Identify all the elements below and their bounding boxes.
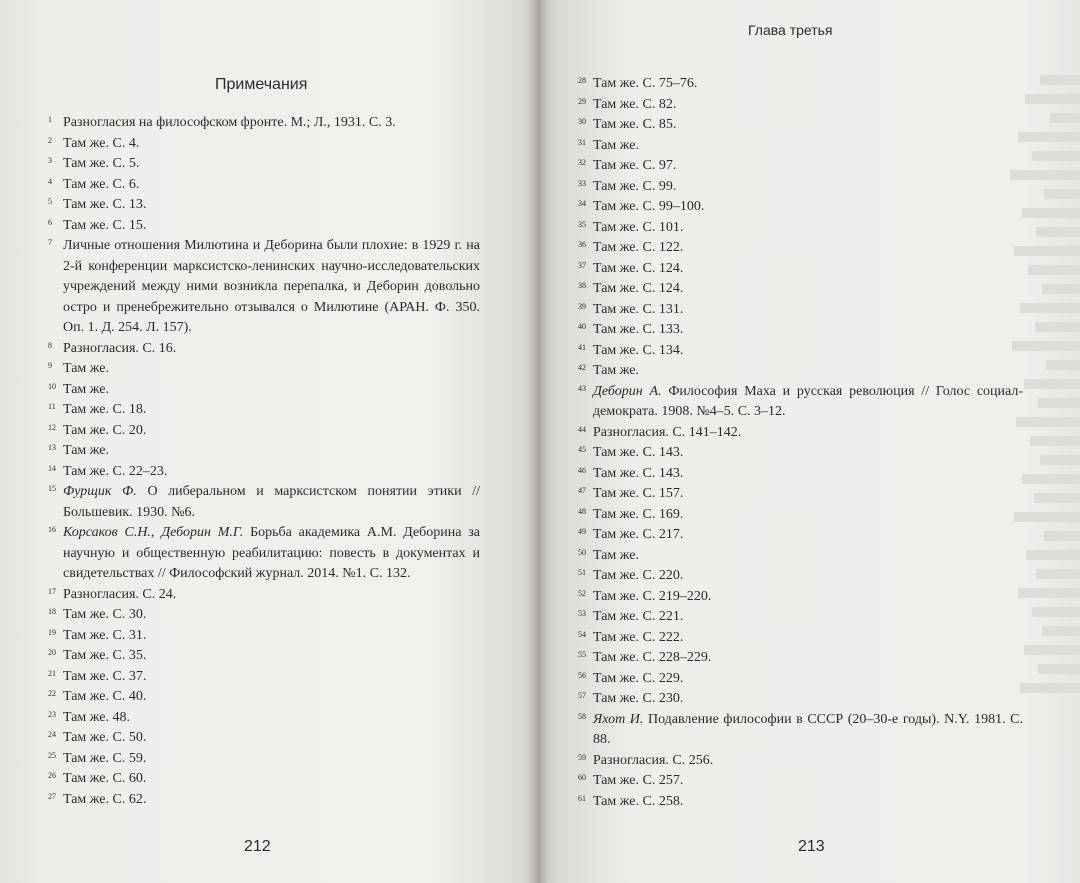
footnote-body: Там же. С. 4. [63, 135, 140, 151]
footnote-number: 27 [48, 791, 56, 801]
footnote-body: О либеральном и марксистском понятии этики // Большевик. 1930. №6. [63, 484, 480, 520]
footnote-text [593, 300, 1023, 321]
footnote-number: 13 [48, 443, 56, 452]
footnote-text [593, 443, 1023, 464]
footnote-number: 53 [578, 609, 586, 618]
footnote-body: Там же. С. 13. [63, 197, 147, 212]
footnote [48, 339, 480, 360]
footnote-text [63, 687, 480, 708]
footnote [48, 113, 480, 134]
footnote [578, 669, 1023, 690]
footnote-text [593, 669, 1023, 690]
footnote [578, 484, 1023, 505]
footnote-number: 20 [48, 648, 56, 657]
footnote-body: Там же. С. 75–76. [593, 76, 698, 91]
footnote [578, 566, 1023, 587]
footnote-body: Там же. [593, 547, 639, 563]
footnote [48, 359, 480, 380]
footnote-text [593, 95, 1023, 116]
footnote-text [63, 175, 480, 196]
footnote-body: Там же. С. 18. [63, 402, 147, 417]
footnote-number: 57 [578, 691, 586, 700]
footnote-number: 52 [578, 588, 586, 598]
footnote-number: 23 [48, 709, 56, 719]
footnote [578, 197, 1023, 218]
footnote-number: 46 [578, 465, 586, 475]
footnote-body: Там же. С. 143. [593, 445, 684, 460]
footnote-text [593, 423, 1023, 444]
left-notes-list [48, 113, 480, 810]
footnote-text [63, 359, 480, 380]
footnote-text [593, 607, 1023, 628]
footnote-number: 30 [578, 117, 586, 126]
footnote-number: 8 [48, 340, 52, 350]
footnote-number: 1 [48, 115, 52, 124]
footnote-number: 48 [578, 506, 586, 516]
footnote [578, 607, 1023, 628]
footnote-number: 14 [48, 463, 56, 473]
footnote-number: 36 [578, 240, 586, 249]
footnote-text [593, 525, 1023, 546]
footnote-body: Там же. С. 221. [593, 609, 684, 624]
footnote-text [63, 462, 480, 483]
footnote [48, 605, 480, 626]
footnote-number: 37 [578, 260, 586, 270]
footnote-body: Там же. С. 99–100. [593, 199, 705, 214]
footnote-body: Там же. С. 59. [63, 750, 147, 766]
footnote-text [63, 380, 480, 401]
footnote-number: 19 [48, 627, 56, 637]
footnote-body: Там же. С. 99. [593, 178, 677, 194]
footnote [578, 361, 1023, 382]
footnote [578, 587, 1023, 608]
footnote-text [593, 505, 1023, 526]
footnote-body: Там же. С. 30. [63, 607, 147, 622]
footnote [578, 628, 1023, 649]
right-notes-list [578, 74, 1023, 812]
footnote-body: Там же. С. 131. [593, 301, 684, 317]
footnote-body: Там же. С. 229. [593, 670, 684, 686]
footnote-number: 35 [578, 219, 586, 229]
footnote-number: 21 [48, 668, 56, 678]
footnote [578, 300, 1023, 321]
footnote [48, 134, 480, 155]
footnote [48, 216, 480, 237]
footnote [48, 708, 480, 729]
footnote [48, 646, 480, 667]
footnote-body: Там же. С. 169. [593, 506, 684, 522]
footnote-author: Корсаков С.Н., Деборин М.Г. [63, 525, 244, 540]
footnote-number: 9 [48, 361, 52, 370]
footnote-text [63, 523, 480, 585]
footnote-text [593, 136, 1023, 157]
footnote [578, 279, 1023, 300]
footnote-body: Там же. С. 82. [593, 96, 677, 112]
footnote-text [63, 400, 480, 421]
footnote [48, 790, 480, 811]
footnote [578, 792, 1023, 813]
footnote-number: 44 [578, 424, 586, 434]
footnote [48, 154, 480, 175]
footnote [578, 464, 1023, 485]
footnote-number: 40 [578, 322, 586, 331]
footnote [48, 626, 480, 647]
footnote-text [593, 238, 1023, 259]
footnote-number: 22 [48, 689, 56, 698]
footnote-number: 38 [578, 281, 586, 290]
footnote-text [63, 113, 480, 134]
footnote [578, 423, 1023, 444]
footnote-number: 24 [48, 730, 56, 739]
footnote-body: Там же. [63, 361, 109, 376]
footnote [578, 95, 1023, 116]
footnote-text [593, 382, 1023, 423]
footnote [48, 687, 480, 708]
footnote-text [593, 484, 1023, 505]
footnote-body: Там же. С. 122. [593, 240, 684, 255]
footnote-body: Там же. С. 143. [593, 465, 684, 481]
footnote-number: 4 [48, 176, 52, 186]
footnote-text [593, 320, 1023, 341]
footnote-number: 2 [48, 135, 52, 145]
footnote-body: Там же. С. 217. [593, 527, 684, 542]
footnote-body: Там же. С. 15. [63, 217, 147, 233]
footnote-text [593, 259, 1023, 280]
notes-heading: Примечания [215, 76, 308, 93]
footnote [48, 769, 480, 790]
footnote-body: Там же. С. 219–220. [593, 588, 712, 604]
footnote-body: Там же. С. 257. [593, 773, 684, 788]
footnote-text [63, 339, 480, 360]
footnote-text [593, 628, 1023, 649]
footnote [578, 156, 1023, 177]
footnote [48, 523, 480, 585]
footnote-author: Деборин А. [593, 383, 662, 399]
footnote-number: 50 [578, 547, 586, 557]
footnote-text [63, 646, 480, 667]
footnote-body: Там же. 48. [63, 709, 130, 725]
footnote-number: 25 [48, 750, 56, 760]
footnote-text [593, 771, 1023, 792]
footnote-number: 17 [48, 586, 56, 596]
footnote [48, 236, 480, 339]
footnote [48, 728, 480, 749]
footnote-body: Там же. С. 222. [593, 629, 684, 645]
footnote-body: Там же. С. 133. [593, 322, 684, 337]
footnote [48, 482, 480, 523]
footnote-number: 26 [48, 771, 56, 780]
footnote-number: 6 [48, 217, 52, 227]
footnote [48, 380, 480, 401]
footnote [578, 218, 1023, 239]
footnote-body: Разногласия. С. 256. [593, 752, 714, 768]
footnote-text [63, 605, 480, 626]
footnote-body: Там же. С. 31. [63, 627, 147, 643]
footnote [48, 585, 480, 606]
footnote [578, 771, 1023, 792]
footnote-author: Фурщик Ф. [63, 484, 137, 499]
running-head: Глава третья [748, 22, 833, 38]
footnote-number: 33 [578, 178, 586, 188]
footnote-body: Там же. С. 157. [593, 486, 684, 501]
footnote [48, 195, 480, 216]
footnote-body: Там же. С. 5. [63, 156, 140, 171]
footnote-text [593, 689, 1023, 710]
footnote-text [63, 749, 480, 770]
footnote-body: Там же. С. 60. [63, 771, 147, 786]
footnote [578, 136, 1023, 157]
footnote-number: 60 [578, 773, 586, 782]
footnote [48, 175, 480, 196]
footnote-number: 49 [578, 527, 586, 536]
footnote [48, 421, 480, 442]
footnote-body: Разногласия на философском фронте. М.; Л., 1931. С. 3. [63, 115, 396, 130]
footnote [48, 441, 480, 462]
footnote-text [593, 751, 1023, 772]
footnote-number: 12 [48, 422, 56, 432]
footnote [48, 667, 480, 688]
footnote-number: 18 [48, 607, 56, 616]
footnote-body: Там же. С. 220. [593, 568, 684, 583]
footnote [578, 546, 1023, 567]
footnote [48, 749, 480, 770]
footnote-number: 55 [578, 650, 586, 659]
footnote-number: 34 [578, 199, 586, 208]
footnote-text [63, 216, 480, 237]
footnote-body: Разногласия. С. 141–142. [593, 424, 742, 440]
footnote-number: 39 [578, 301, 586, 311]
footnote-body: Разногласия. С. 16. [63, 340, 177, 356]
footnote [578, 505, 1023, 526]
footnote-number: 10 [48, 381, 56, 391]
footnote-number: 3 [48, 156, 52, 165]
footnote-text [593, 279, 1023, 300]
footnote-text [593, 74, 1023, 95]
footnote-text [593, 197, 1023, 218]
footnote-text [63, 195, 480, 216]
footnote-text [63, 441, 480, 462]
footnote [578, 115, 1023, 136]
footnote [578, 751, 1023, 772]
footnote-body: Там же. С. 124. [593, 281, 684, 296]
footnote-number: 61 [578, 793, 586, 803]
footnote-text [63, 421, 480, 442]
page-number-left: 212 [244, 838, 271, 855]
footnote-number: 58 [578, 711, 586, 721]
footnote-body: Там же. С. 20. [63, 422, 147, 438]
footnote-body: Там же. С. 134. [593, 342, 684, 358]
right-page [538, 0, 1080, 883]
footnote-number: 16 [48, 525, 56, 534]
footnote-text [593, 546, 1023, 567]
footnote-text [593, 156, 1023, 177]
footnote-number: 28 [578, 76, 586, 85]
footnote-number: 31 [578, 137, 586, 147]
footnote-body: Борьба академика А.М. Деборина за научную и общественную реабилитацию: повесть в документах и свидетельствах // Философский журнал. 2014. №1. С. 132. [63, 525, 481, 581]
footnote-body: Там же. [63, 443, 109, 458]
footnote-text [63, 728, 480, 749]
footnote-number: 42 [578, 363, 586, 372]
footnote-text [63, 626, 480, 647]
footnote-body: Там же. С. 6. [63, 176, 140, 192]
footnote-body: Там же. С. 258. [593, 793, 684, 809]
footnote-number: 5 [48, 197, 52, 206]
footnote-number: 41 [578, 342, 586, 352]
footnote-body: Личные отношения Милютина и Деборина были плохие: в 1929 г. на 2-й конференции марксистско-ленинских научно-исследовательских учреждений между ними возникла перепалка, и Деборин довольно остро и пренебрежительно отзывался о Милютине (АРАН. Ф. 350. Оп. 1. Д. 254. Л. 157). [63, 238, 480, 335]
footnote-number: 29 [578, 96, 586, 106]
footnote-text [593, 566, 1023, 587]
footnote-text [63, 667, 480, 688]
footnote-body: Там же. [593, 363, 639, 378]
footnote [578, 443, 1023, 464]
footnote-number: 59 [578, 752, 586, 762]
footnote-author: Яхот И. [593, 711, 644, 727]
footnote-body: Там же. С. 50. [63, 730, 147, 745]
footnote [578, 525, 1023, 546]
footnote-body: Там же. С. 85. [593, 117, 677, 132]
footnote [578, 320, 1023, 341]
footnote-number: 51 [578, 568, 586, 577]
footnote-number: 43 [578, 383, 586, 393]
footnote-text [63, 585, 480, 606]
page-number-right: 213 [798, 838, 825, 855]
footnote-body: Там же. С. 37. [63, 668, 147, 684]
footnote-body: Там же. С. 124. [593, 260, 684, 276]
footnote-body: Там же. С. 35. [63, 648, 147, 663]
footnote [578, 648, 1023, 669]
footnote-number: 7 [48, 238, 52, 247]
footnote-body: Там же. [593, 137, 639, 153]
footnote [578, 74, 1023, 95]
footnote-text [63, 708, 480, 729]
footnote-body: Там же. С. 97. [593, 158, 677, 173]
footnote-text [63, 236, 480, 339]
footnote [578, 177, 1023, 198]
footnote [48, 400, 480, 421]
footnote-number: 11 [48, 402, 56, 411]
footnote-text [63, 482, 480, 523]
footnote-number: 45 [578, 445, 586, 454]
footnote [578, 382, 1023, 423]
footnote [578, 238, 1023, 259]
footnote-body: Подавление философии в СССР (20–30-е годы). N.Y. 1981. С. 88. [593, 711, 1023, 747]
footnote [48, 462, 480, 483]
footnote-body: Там же. [63, 381, 109, 397]
footnote-text [593, 587, 1023, 608]
footnote [578, 689, 1023, 710]
footnote-number: 32 [578, 158, 586, 167]
footnote-number: 15 [48, 484, 56, 493]
footnote-text [63, 790, 480, 811]
footnote-text [593, 792, 1023, 813]
footnote-body: Там же. С. 40. [63, 689, 147, 704]
footnote-text [593, 648, 1023, 669]
footnote-body: Там же. С. 230. [593, 691, 684, 706]
footnote-text [63, 769, 480, 790]
footnote-body: Там же. С. 62. [63, 791, 147, 807]
footnote [578, 710, 1023, 751]
footnote-body: Там же. С. 228–229. [593, 650, 712, 665]
footnote-number: 47 [578, 486, 586, 495]
book-gutter [528, 0, 548, 883]
footnote-body: Философия Маха и русская революция // Голос социал-демократа. 1908. №4–5. С. 3–12. [593, 383, 1024, 419]
footnote-text [593, 115, 1023, 136]
left-page [0, 0, 538, 883]
footnote-text [593, 464, 1023, 485]
footnote [578, 259, 1023, 280]
footnote-body: Там же. С. 22–23. [63, 463, 168, 479]
footnote-text [593, 710, 1023, 751]
footnote-number: 56 [578, 670, 586, 680]
footnote-text [63, 134, 480, 155]
footnote-text [593, 177, 1023, 198]
footnote-body: Там же. С. 101. [593, 219, 684, 235]
footnote [578, 341, 1023, 362]
footnote-text [593, 218, 1023, 239]
footnote-body: Разногласия. С. 24. [63, 586, 177, 602]
footnote-text [63, 154, 480, 175]
footnote-text [593, 341, 1023, 362]
footnote-text [593, 361, 1023, 382]
footnote-number: 54 [578, 629, 586, 639]
